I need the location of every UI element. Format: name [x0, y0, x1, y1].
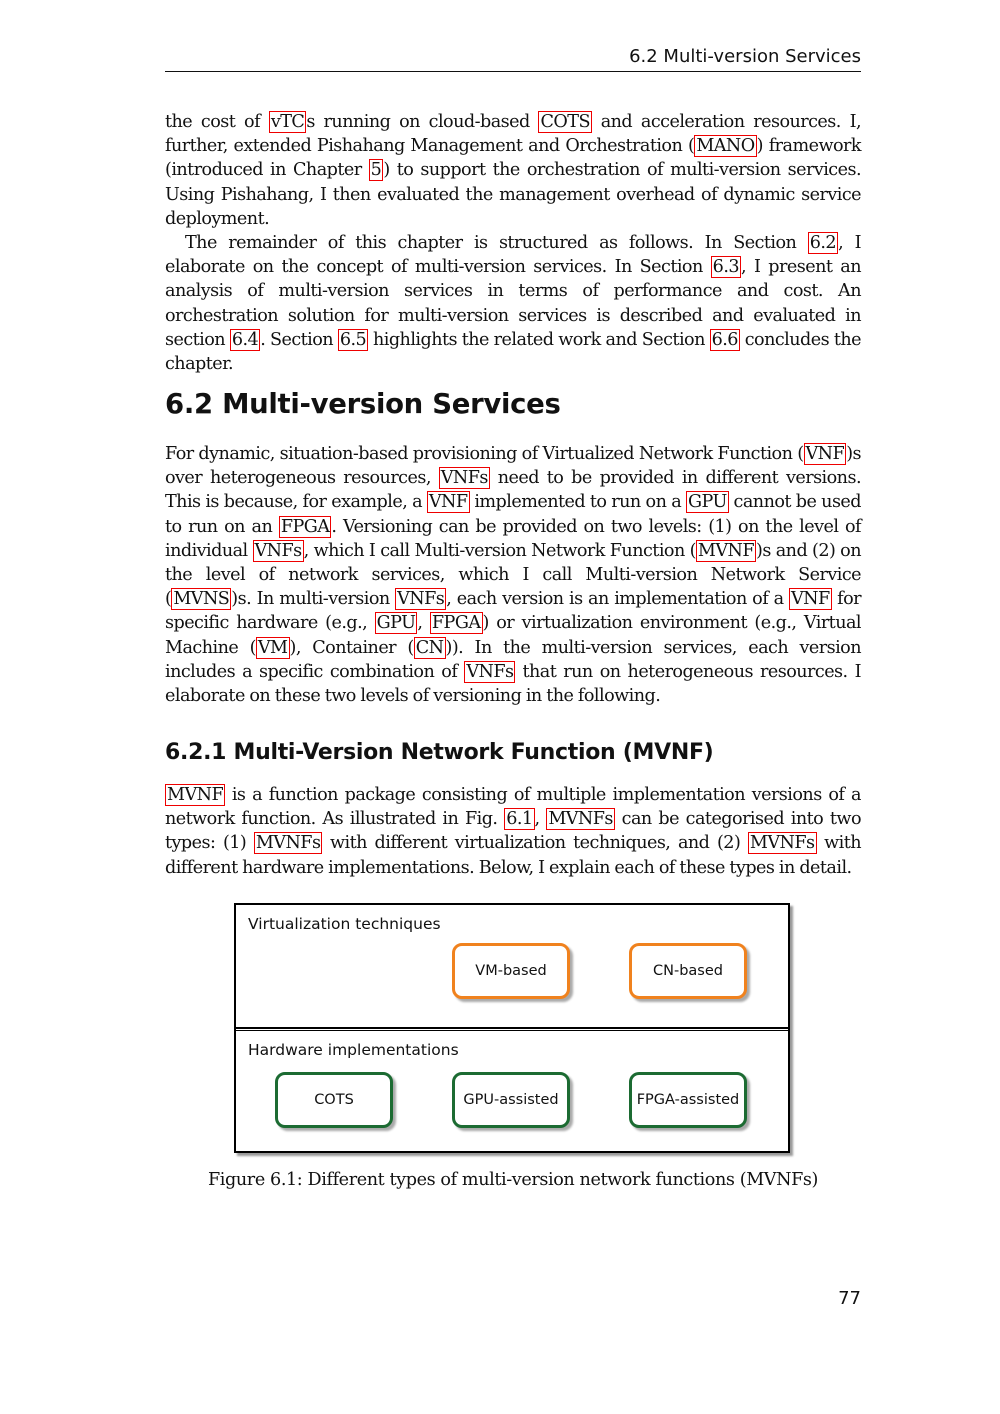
text: )s. In multi-version [231, 589, 396, 610]
acronym-link-vnf[interactable]: VNFs [466, 661, 514, 682]
text: can be categorised into two types: (1) [165, 809, 861, 854]
text: ) framework (introduced in Chapter [165, 136, 861, 181]
section-6-2-paragraph [165, 442, 861, 708]
text: implemented to run on a [469, 492, 686, 513]
section-ref-6-4[interactable]: 6.4 [231, 329, 259, 350]
text: . Section [260, 329, 338, 350]
section-6-2-text [165, 442, 861, 708]
acronym-link-mvnf[interactable]: MVNF [167, 785, 224, 805]
section-6-2-1-text [165, 783, 861, 880]
acronym-link-vm[interactable]: VM [257, 637, 288, 658]
text: for specific hardware (e.g., [165, 589, 861, 634]
text: highlights the related work and Section [368, 329, 710, 350]
text: with different virtualization techniques, and (2) [322, 833, 748, 854]
hardware-panel-title: Hardware implementations [248, 1041, 459, 1059]
text: ) to support the orchestration of multi-version services. Using Pishahang, I then evaluated the management overhead of dynamic service deployment. [165, 160, 861, 229]
virtualization-panel-title: Virtualization techniques [248, 915, 441, 933]
text: )). In the multi-version services, each version includes a specific combination of [165, 637, 861, 682]
text: , [417, 613, 430, 634]
cots-box: COTS [275, 1072, 393, 1128]
text: that run on heterogeneous resources. I elaborate on these two levels of versioning in the following. [165, 661, 861, 707]
acronym-link-mvnf[interactable]: MVNFs [548, 809, 613, 830]
acronym-link-gpu[interactable]: GPU [687, 492, 727, 513]
text: s running on cloud-based [306, 112, 539, 132]
figure-6-1 [234, 903, 790, 1153]
section-ref-6-5[interactable]: 6.5 [339, 329, 367, 350]
intro-paragraph-2 [165, 231, 861, 376]
intro-paragraph-1 [165, 110, 861, 231]
text: and acceleration resources. I, further, extended Pishahang Management and Orchestration ( [165, 112, 862, 157]
acronym-link-vnf[interactable]: VNF [428, 492, 468, 513]
acronym-link-cots[interactable]: COTS [540, 112, 590, 132]
section-ref-6-6[interactable]: 6.6 [711, 329, 738, 350]
acronym-link-vnf[interactable]: VNFs [397, 589, 445, 610]
text: is a function package consisting of multiple implementation versions of a network function. As illustrated in Fig. [165, 785, 861, 830]
section-heading-6-2-1: 6.2.1 Multi-Version Network Function (MVNF) [165, 740, 714, 765]
text: . Versioning can be provided on two levels: (1) on the level of individual [165, 516, 862, 561]
text: the cost of [165, 112, 269, 132]
text: , I present an analysis of multi-version services in terms of performance and cost. An orchestration solution for multi-version services is described and evaluated in section [165, 257, 862, 350]
text: cannot be used to run on an [165, 492, 861, 537]
section-ref-6-3[interactable]: 6.3 [712, 257, 740, 278]
text: , which I call Multi-version Network Function ( [303, 540, 696, 561]
text: ), Container ( [289, 637, 414, 658]
acronym-link-mvnf[interactable]: MVNFs [255, 833, 321, 854]
figure-ref-6-1[interactable]: 6.1 [506, 809, 533, 830]
acronym-link-mano[interactable]: MANO [696, 136, 755, 157]
text: with different hardware implementations. Below, I explain each of these types in detail. [165, 833, 861, 878]
acronym-link-mvnf[interactable]: MVNF [697, 540, 755, 561]
text: ) or virtualization environment (e.g., Virtual Machine ( [165, 613, 861, 658]
text: )s over heterogeneous resources, [165, 444, 861, 489]
acronym-link-mvns[interactable]: MVNS [173, 589, 230, 610]
gpu-assisted-box: GPU-assisted [452, 1072, 570, 1128]
text: For dynamic, situation-based provisioning of Virtualized Network Function ( [165, 444, 804, 464]
page-number: 77 [838, 1288, 861, 1309]
header-rule [165, 71, 861, 72]
section-6-2-1-paragraph [165, 783, 861, 880]
virtualization-panel [236, 905, 788, 1029]
text: The remainder of this chapter is structured as follows. In Section [185, 233, 808, 254]
acronym-link-cn[interactable]: CN [415, 637, 444, 658]
text: , [534, 809, 547, 830]
intro-text [165, 110, 861, 376]
hardware-panel [236, 1030, 788, 1152]
section-heading-6-2: 6.2 Multi-version Services [165, 388, 561, 420]
running-header-title: 6.2 Multi-version Services [629, 46, 861, 67]
text: , each version is an implementation of a [446, 589, 790, 610]
chapter-ref-5[interactable]: 5 [370, 160, 382, 181]
acronym-link-fpga[interactable]: FPGA [431, 613, 481, 634]
text: need to be provided in different versions. This is because, for example, a [165, 468, 861, 513]
vm-based-box: VM-based [452, 943, 570, 999]
cn-based-box: CN-based [629, 943, 747, 999]
acronym-link-vtc[interactable]: vTC [270, 112, 305, 132]
text: concludes the chapter. [165, 329, 862, 375]
text: )s and (2) on the level of network services, which I call Multi-version Network Service ( [165, 540, 862, 610]
acronym-link-mvnf[interactable]: MVNFs [749, 833, 815, 854]
acronym-link-vnf[interactable]: VNFs [440, 468, 488, 489]
figure-caption: Figure 6.1: Different types of multi-version network functions (MVNFs) [207, 1170, 819, 1190]
section-ref-6-2[interactable]: 6.2 [809, 233, 837, 254]
running-header [165, 46, 861, 72]
fpga-assisted-box: FPGA-assisted [629, 1072, 747, 1128]
acronym-link-vnf[interactable]: VNF [805, 444, 845, 464]
acronym-link-fpga[interactable]: FPGA [280, 516, 330, 537]
acronym-link-gpu[interactable]: GPU [376, 613, 416, 634]
acronym-link-vnf[interactable]: VNFs [254, 540, 302, 561]
text: , I elaborate on the concept of multi-version services. In Section [165, 233, 861, 278]
acronym-link-vnf[interactable]: VNF [791, 589, 830, 610]
